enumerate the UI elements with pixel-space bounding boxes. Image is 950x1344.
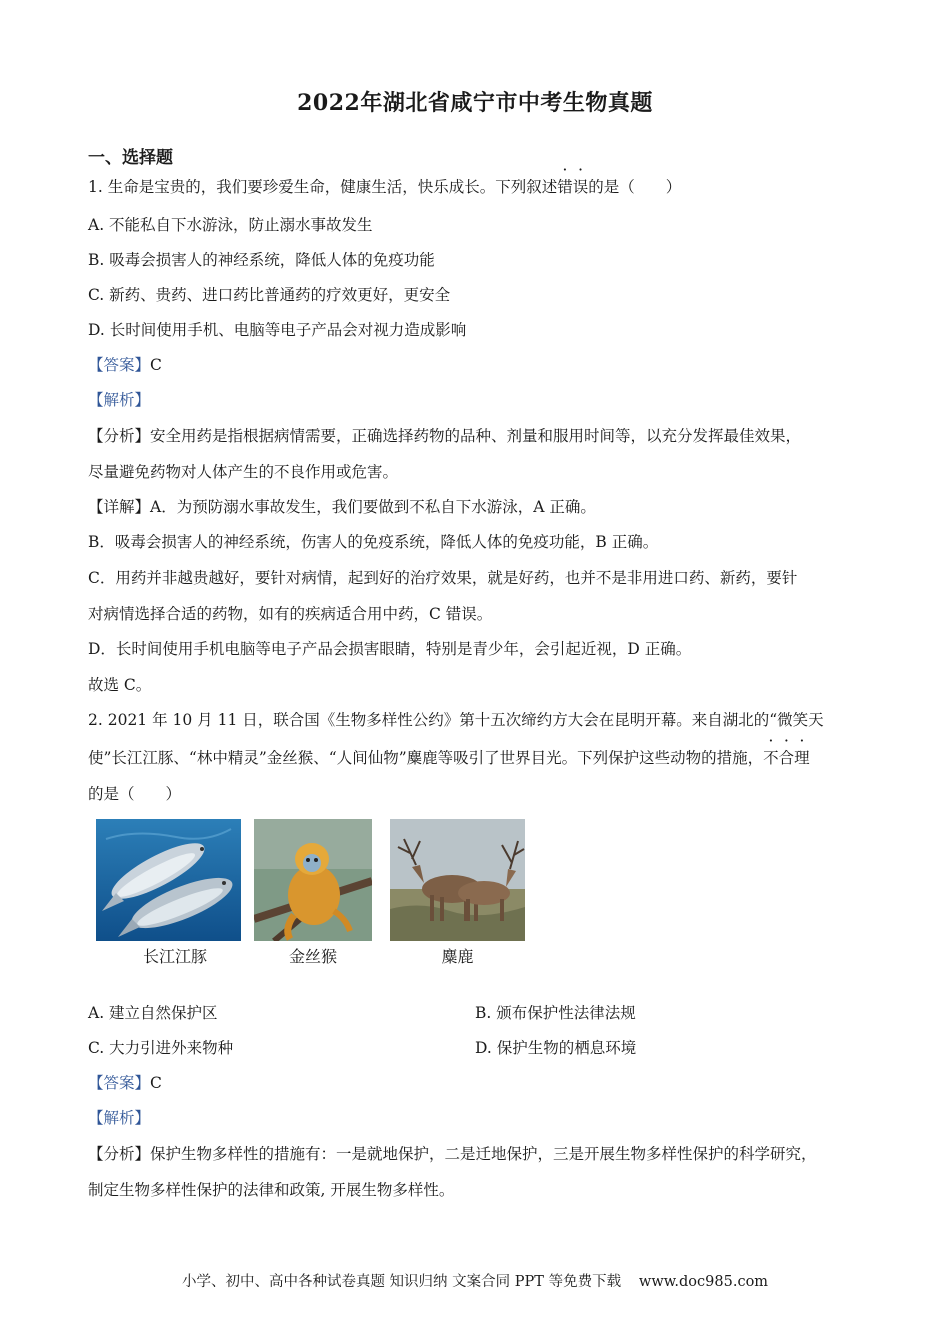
q1-xiangjie-c1: C．用药并非越贵越好，要针对病情，起到好的治疗效果，就是好药，也并不是非用进口药、新药，要针 [88, 569, 798, 587]
answer-tag: 【答案】 [88, 1074, 151, 1092]
q1-answer [88, 355, 162, 375]
q1-fenxi-line2: 尽量避免药物对人体产生的不良作用或危害。 [88, 463, 399, 481]
q1-xiangjie-b: B．吸毒会损害人的神经系统，伤害人的免疫系统，降低人体的免疫功能，B 正确。 [88, 533, 659, 551]
q2-answer [88, 1073, 162, 1093]
pere-david-deer-photo [390, 819, 525, 941]
q1-xiangjie-d: D．长时间使用手机电脑等电子产品会损害眼睛，特别是青少年，会引起近视，D 正确。 [88, 640, 692, 658]
q1-option-c: C. 新药、贵药、进口药比普通药的疗效更好，更安全 [88, 286, 451, 304]
q2-stem-line1: 2. 2021 年 10 月 11 日，联合国《生物多样性公约》第十五次缔约方大会在昆明开幕。来自湖北的“微笑天 [88, 711, 824, 729]
q1-stem-text: 的是（ ） [588, 178, 682, 196]
q2-stem-line2 [88, 748, 810, 768]
xiangjie-text: A．为预防溺水事故发生，我们要做到不私自下水游泳，A 正确。 [150, 498, 596, 516]
q1-option-d: D. 长时间使用手机、电脑等电子产品会对视力造成影响 [88, 321, 467, 339]
q1-fenxi-line1 [88, 426, 801, 446]
answer-value: C [150, 1074, 162, 1092]
q2-option-d: D. 保护生物的栖息环境 [475, 1039, 637, 1057]
image-caption: 金丝猴 [288, 947, 337, 966]
q2-emphasis-char: 理 [794, 749, 810, 767]
q1-xiangjie-a [88, 497, 596, 517]
finless-porpoise-photo [96, 819, 241, 941]
fenxi-text: 保护生物多样性的措施有：一是就地保护，二是迁地保护，三是开展生物多样性保护的科学研究， [150, 1145, 817, 1163]
image-caption: 长江江豚 [142, 947, 207, 966]
q1-stem-text: 1. 生命是宝贵的，我们要珍爱生命，健康生活，快乐成长。下列叙述 [88, 178, 558, 196]
xiangjie-tag: 【详解】 [88, 498, 151, 516]
footer-text: 小学、初中、高中各种试卷真题 知识归纳 文案合同 PPT 等免费下载 [181, 1274, 622, 1290]
q1-xiangjie-c2: 对病情选择合适的药物，如有的疾病适合用中药，C 错误。 [88, 605, 493, 623]
section-heading: 一、选择题 [88, 148, 173, 168]
answer-tag: 【答案】 [88, 356, 151, 374]
page-footer [0, 1270, 950, 1291]
q1-emphasis-char: 错 [557, 178, 573, 196]
image-caption: 麋鹿 [441, 947, 474, 966]
fenxi-text: 安全用药是指根据病情需要，正确选择药物的品种、剂量和服用时间等，以充分发挥最佳效果， [150, 427, 802, 445]
q2-option-b: B. 颁布保护性法律法规 [475, 1004, 636, 1022]
q2-emphasis-char: 合 [778, 749, 795, 767]
answer-value: C [150, 356, 162, 374]
q2-fenxi-line1 [88, 1144, 817, 1164]
q2-option-a: A. 建立自然保护区 [88, 1004, 218, 1022]
q2-analysis-tag: 【解析】 [88, 1109, 151, 1127]
q1-emphasis-char: 误 [572, 178, 589, 196]
q2-stem-text: 使”长江江豚、“林中精灵”金丝猴、“人间仙物”麋鹿等吸引了世界目光。下列保护这些动物的措施， [88, 749, 764, 767]
fenxi-tag: 【分析】 [88, 427, 151, 445]
q2-fenxi-line2: 制定生物多样性保护的法律和政策, 开展生物多样性。 [88, 1181, 455, 1199]
q1-option-a: A. 不能私自下水游泳，防止溺水事故发生 [88, 216, 373, 234]
q2-emphasis-char: 不 [763, 749, 779, 767]
footer-url[interactable]: www.doc985.com [638, 1274, 769, 1290]
q1-option-b: B. 吸毒会损害人的神经系统，降低人体的免疫功能 [88, 251, 435, 269]
page-title: 2022年湖北省咸宁市中考生物真题 [297, 90, 653, 116]
q1-stem [88, 177, 681, 197]
golden-monkey-photo [254, 819, 372, 941]
q2-stem-line3: 的是（ ） [88, 785, 182, 803]
q1-conclusion: 故选 C。 [88, 676, 152, 694]
q2-option-c: C. 大力引进外来物种 [88, 1039, 234, 1057]
fenxi-tag: 【分析】 [88, 1145, 151, 1163]
q1-analysis-tag: 【解析】 [88, 391, 151, 409]
